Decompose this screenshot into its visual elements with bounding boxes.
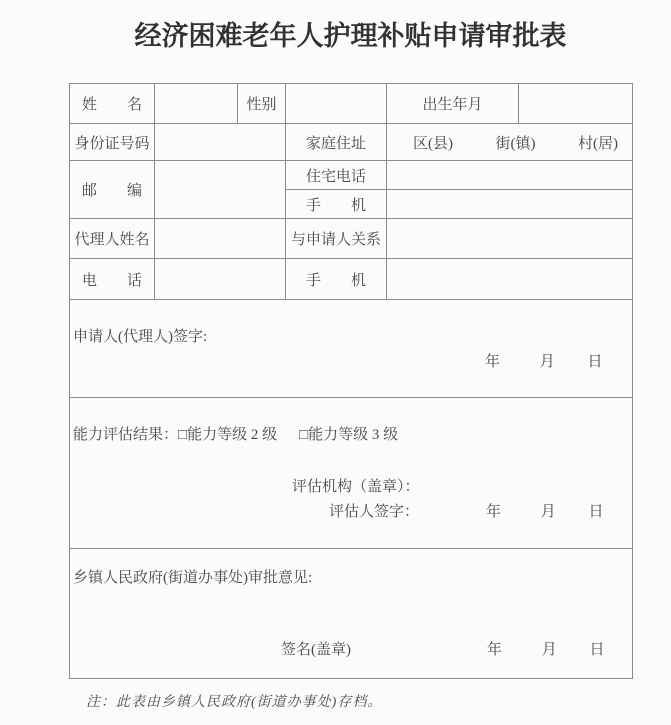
applicant-signature-label: 申请人(代理人)签字: — [73, 329, 208, 345]
table-row-phone — [70, 259, 633, 300]
table-row-id-address — [70, 124, 633, 161]
phone-label: 电 话 — [70, 259, 155, 300]
address-village-label: 村(居) — [578, 135, 618, 152]
home-phone-value-cell — [387, 161, 633, 190]
table-row-name-gender-birth — [70, 84, 633, 124]
phone-value-cell — [155, 259, 286, 300]
mobile-value-cell — [387, 190, 633, 219]
mobile-label: 手 机 — [286, 190, 387, 219]
assessment-agency-seal-label: 评估机构（盖章）： — [292, 479, 420, 495]
assessment-option-level3: □能力等级 3 级 — [299, 427, 399, 443]
assessment-option-level2: □能力等级 2 级 — [178, 427, 278, 443]
application-form-table — [69, 83, 633, 679]
year-label: 年 — [485, 354, 501, 370]
approval-opinion-label: 乡镇人民政府(街道办事处)审批意见: — [73, 570, 313, 586]
month-label: 月 — [539, 354, 555, 370]
id-number-label: 身份证号码 — [70, 124, 155, 161]
year-label: 年 — [487, 642, 503, 658]
table-row-agent — [70, 219, 633, 259]
archive-note: 注：此表由乡镇人民政府(街道办事处)存档。 — [86, 695, 383, 710]
name-label: 姓 名 — [70, 84, 155, 124]
approval-sign-seal-label: 签名(盖章) — [281, 642, 351, 658]
applicant-relation-value-cell — [387, 219, 633, 259]
agent-mobile-value-cell — [387, 259, 633, 300]
day-label: 日 — [589, 642, 605, 658]
assessment-result-line — [73, 427, 398, 444]
day-label: 日 — [588, 504, 604, 520]
approval-date — [487, 642, 605, 659]
capability-assessment-section — [70, 398, 633, 549]
gender-label: 性别 — [238, 84, 286, 124]
address-district-label: 区(县) — [413, 135, 453, 152]
home-phone-label: 住宅电话 — [286, 161, 387, 190]
applicant-signature-section — [70, 300, 633, 398]
birth-date-value-cell — [519, 84, 633, 124]
home-address-label: 家庭住址 — [286, 124, 387, 161]
form-title: 经济困难老年人护理补贴申请审批表 — [134, 21, 567, 51]
assessor-signature-date — [486, 504, 604, 521]
table-row-postcode-homephone — [70, 161, 633, 190]
agent-mobile-label: 手 机 — [286, 259, 387, 300]
birth-date-label: 出生年月 — [387, 84, 519, 124]
name-value-cell — [155, 84, 238, 124]
applicant-signature-date — [485, 354, 603, 371]
agent-name-label: 代理人姓名 — [70, 219, 155, 259]
day-label: 日 — [587, 354, 603, 370]
government-approval-section — [70, 549, 633, 679]
month-label: 月 — [541, 642, 557, 658]
assessor-signature-label: 评估人签字： — [329, 504, 420, 520]
month-label: 月 — [540, 504, 556, 520]
applicant-relation-label: 与申请人关系 — [286, 219, 387, 259]
year-label: 年 — [486, 504, 502, 520]
id-number-value-cell — [155, 124, 286, 161]
postcode-label: 邮 编 — [70, 161, 155, 219]
agent-name-value-cell — [155, 219, 286, 259]
postcode-value-cell — [155, 161, 286, 219]
assessment-result-label: 能力评估结果： — [73, 427, 179, 443]
gender-value-cell — [286, 84, 387, 124]
address-street-label: 街(镇) — [495, 135, 536, 152]
home-address-value-cell — [387, 124, 633, 161]
